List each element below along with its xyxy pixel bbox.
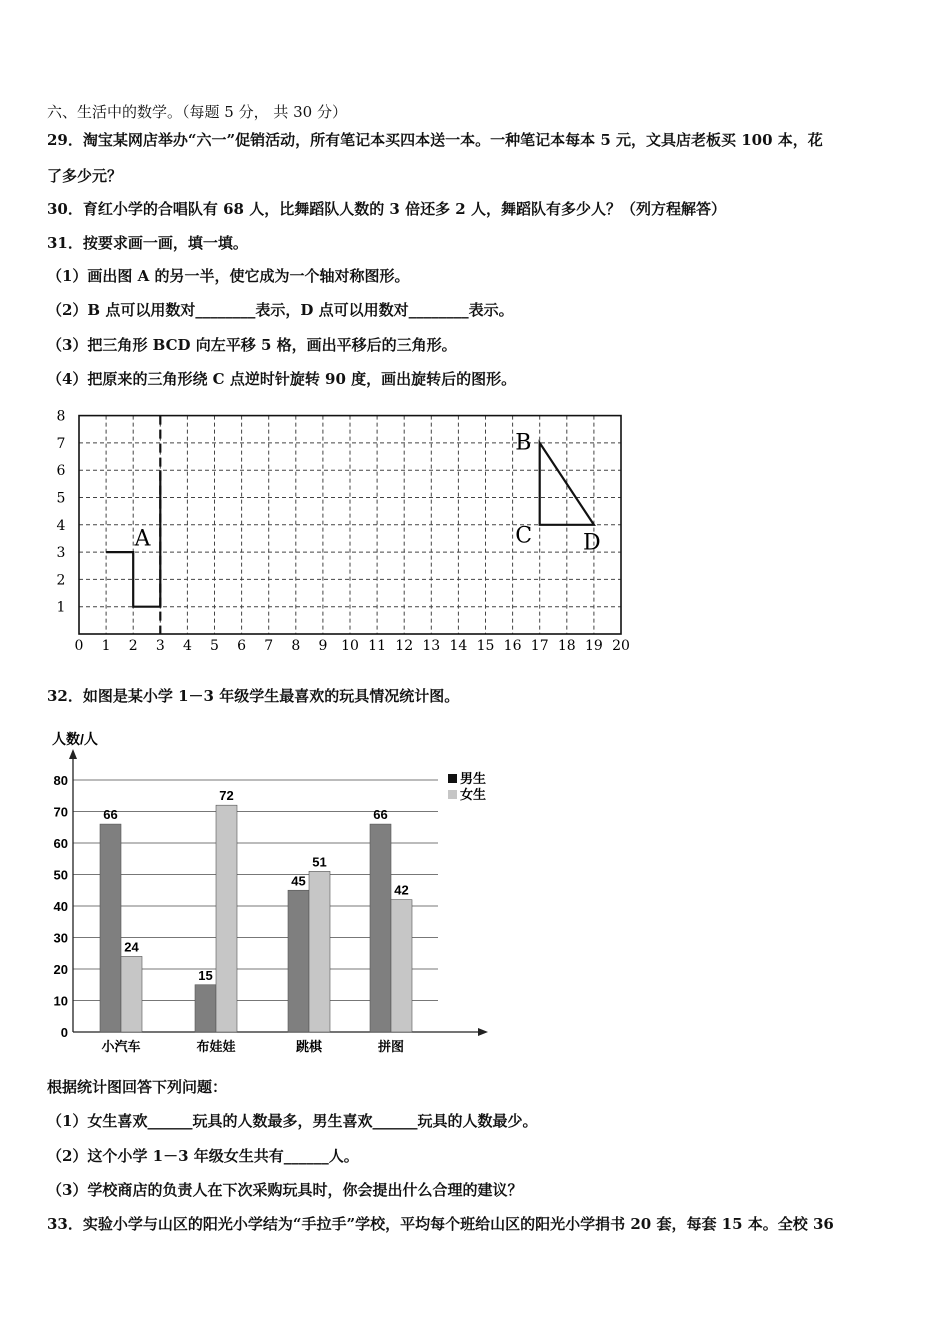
toy-preference-bar-chart: [40, 722, 520, 1064]
question-31-part4: （4）把原来的三角形绕 C 点逆时针旋转 90 度，画出旋转后的图形。: [47, 370, 517, 388]
y-tick-label: 2: [56, 572, 66, 589]
bar-value-label: 72: [219, 788, 234, 804]
x-tick-label: 6: [237, 638, 247, 654]
bar: [309, 871, 330, 1032]
legend-label: 男生: [460, 771, 487, 786]
bar-value-label: 66: [103, 807, 118, 823]
bar: [100, 824, 121, 1032]
bar-value-label: 66: [373, 807, 388, 823]
x-tick-label: 8: [291, 638, 301, 654]
y-tick-label: 6: [56, 463, 66, 480]
x-tick-label: 20: [612, 638, 630, 654]
bar: [288, 890, 309, 1032]
label-b: B: [515, 430, 532, 456]
x-category-label: 跳棋: [295, 1039, 323, 1054]
x-category-label: 布娃娃: [196, 1039, 236, 1054]
bar: [216, 805, 237, 1032]
y-tick-label: 40: [53, 899, 68, 914]
x-tick-label: 14: [449, 638, 468, 654]
y-tick-label: 1: [56, 599, 66, 616]
question-32-part2: （2）这个小学 1－3 年级女生共有______人。: [47, 1147, 359, 1165]
x-tick-label: 4: [182, 638, 192, 654]
y-tick-label: 10: [53, 993, 68, 1009]
x-axis-arrow: [478, 1028, 488, 1036]
x-tick-label: 12: [395, 638, 414, 654]
x-tick-label: 1: [101, 638, 111, 654]
question-30: 30．育红小学的合唱队有 68 人，比舞蹈队人数的 3 倍还多 2 人，舞蹈队有多少人？（列方程解答）: [47, 200, 726, 218]
y-tick-label: 60: [53, 836, 68, 851]
y-tick-label: 70: [53, 804, 68, 820]
question-31-intro: 31．按要求画一画，填一填。: [47, 234, 248, 252]
x-tick-label: 17: [530, 638, 549, 654]
y-tick-label: 4: [56, 517, 66, 534]
y-axis-arrow: [69, 749, 77, 759]
label-d: D: [583, 530, 601, 556]
section-heading: 六、生活中的数学。（每题 5 分， 共 30 分）: [47, 103, 347, 121]
question-33-line1: 33．实验小学与山区的阳光小学结为“手拉手”学校，平均每个班给山区的阳光小学捐书 20 套，每套 15 本。全校 36: [47, 1215, 834, 1233]
question-31-part1: （1）画出图 A 的另一半，使它成为一个轴对称图形。: [47, 267, 410, 285]
coordinate-grid-figure: [50, 402, 650, 660]
x-tick-label: 9: [318, 638, 328, 654]
grid-labels: [57, 409, 630, 654]
y-axis-label: 人数/人: [52, 731, 98, 747]
x-tick-label: 19: [584, 638, 603, 654]
chart-bars: [100, 805, 412, 1032]
y-tick-label: 5: [56, 490, 66, 507]
y-tick-label: 8: [56, 408, 66, 425]
y-tick-label: 7: [56, 435, 66, 452]
x-tick-label: 15: [476, 638, 495, 654]
question-31-part2: （2）B 点可以用数对________表示，D 点可以用数对________表示。: [47, 301, 514, 319]
label-a: A: [134, 526, 151, 552]
y-tick-label: 30: [53, 930, 68, 946]
bar-value-label: 42: [394, 882, 409, 898]
bar: [121, 956, 142, 1032]
question-32-intro: 32．如图是某小学 1－3 年级学生最喜欢的玩具情况统计图。: [47, 687, 460, 705]
x-tick-label: 2: [128, 638, 138, 654]
x-tick-label: 0: [74, 638, 84, 654]
bar: [370, 824, 391, 1032]
x-tick-label: 7: [264, 638, 274, 654]
y-tick-label: 50: [53, 867, 68, 883]
x-category-label: 拼图: [377, 1039, 405, 1054]
y-tick-label: 3: [56, 545, 66, 562]
x-tick-label: 11: [368, 638, 387, 654]
x-tick-label: 3: [155, 638, 165, 654]
question-29-line1: 29．淘宝某网店举办“六一”促销活动，所有笔记本买四本送一本。一种笔记本每本 5 元，文具店老板买 100 本，花: [47, 131, 823, 149]
legend-swatch: [448, 774, 457, 783]
x-tick-label: 16: [503, 638, 522, 654]
y-tick-label: 0: [60, 1025, 68, 1040]
x-tick-label: 13: [422, 638, 441, 654]
x-tick-label: 18: [557, 638, 576, 654]
bar-value-label: 45: [291, 873, 306, 889]
question-31-part3: （3）把三角形 BCD 向左平移 5 格，画出平移后的三角形。: [47, 336, 457, 354]
question-29-line2: 了多少元？: [47, 167, 123, 185]
y-tick-label: 80: [53, 773, 68, 788]
y-tick-label: 20: [53, 962, 68, 977]
legend-swatch: [448, 790, 457, 799]
bar: [391, 900, 412, 1032]
question-32-after: 根据统计图回答下列问题：: [47, 1078, 228, 1096]
triangle-bcd: [540, 443, 594, 525]
bar-value-label: 24: [124, 939, 139, 955]
bar-value-label: 15: [198, 967, 213, 983]
legend-label: 女生: [460, 787, 487, 802]
bar: [195, 985, 216, 1032]
question-32-part1: （1）女生喜欢______玩具的人数最多，男生喜欢______玩具的人数最少。: [47, 1112, 538, 1130]
x-category-label: 小汽车: [101, 1039, 141, 1054]
x-tick-label: 5: [210, 638, 219, 654]
question-32-part3: （3）学校商店的负责人在下次采购玩具时，你会提出什么合理的建议？: [47, 1181, 523, 1199]
label-c: C: [515, 523, 533, 549]
x-tick-label: 10: [341, 638, 359, 654]
bar-value-label: 51: [312, 854, 327, 870]
